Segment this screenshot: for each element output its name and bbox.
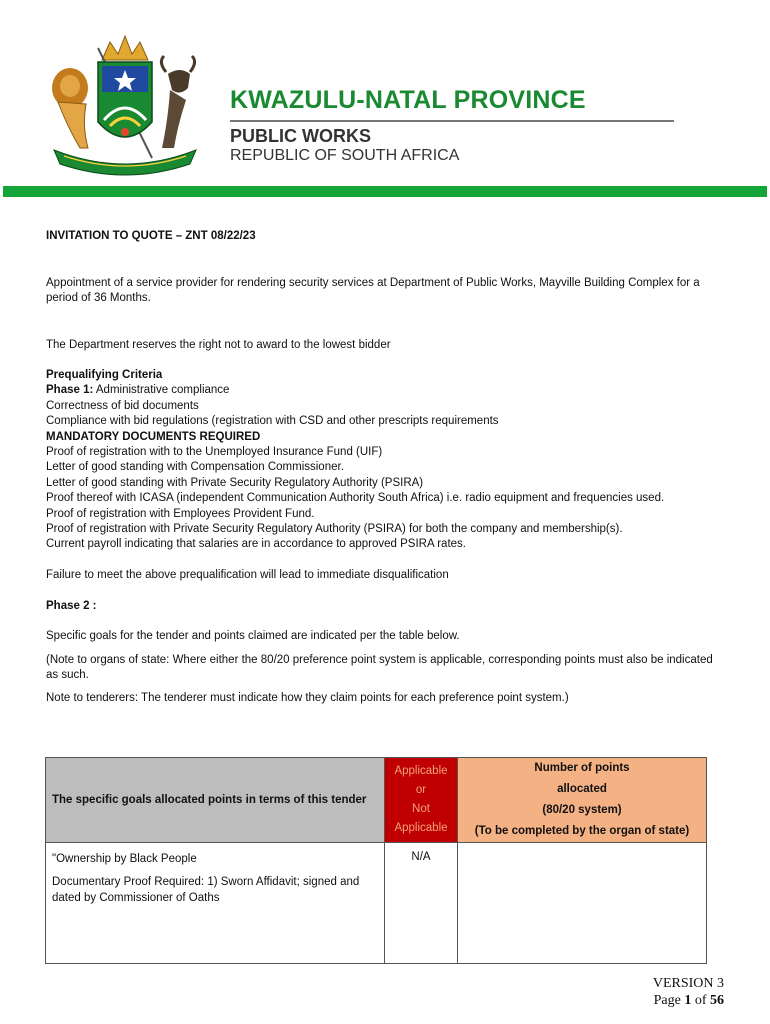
header-applicable-line: Applicable [394,822,448,834]
header-points-line: (80/20 system) [542,804,622,816]
document-heading: INVITATION TO QUOTE – ZNT 08/22/23 [46,230,256,242]
failure-statement: Failure to meet the above prequalification will lead to immediate disqualification [46,569,449,581]
country-name: REPUBLIC OF SOUTH AFRICA [230,147,460,164]
header-applicable-line: Not [412,803,430,815]
table-header-row [46,758,707,843]
coat-of-arms-logo [40,30,210,180]
province-title: KWAZULU-NATAL PROVINCE [230,86,586,114]
specific-goals-text: Specific goals for the tender and points claimed are indicated per the table below. [46,630,460,642]
mandatory-item: Proof of registration with to the Unemployed Insurance Fund (UIF) [46,446,383,458]
header-points-line: Number of points [534,762,630,774]
phase2-heading: Phase 2 : [46,600,97,612]
page-footer [653,975,724,1009]
header-applicable-line: Applicable [394,765,448,777]
header-green-band [3,186,767,197]
p1-item: Correctness of bid documents [46,400,199,412]
title-divider [230,120,674,122]
page-total: 56 [710,993,724,1008]
header-points-line: (To be completed by the organ of state) [474,825,690,837]
page-prefix: Page [653,993,685,1008]
note-tenderers: Note to tenderers: The tenderer must indicate how they claim points for each preference point system.) [46,692,569,704]
page-number [653,992,724,1009]
goal-proof: Documentary Proof Required: 1) Sworn Affidavit; signed and dated by Commissioner of Oaths [52,876,360,904]
header-number-of-points [458,758,707,843]
specific-goals-table [45,757,707,964]
goal-title: "Ownership by Black People [52,853,197,865]
prequal-heading: Prequalifying Criteria [46,369,163,381]
phase1-line [46,383,229,398]
mandatory-item: Current payroll indicating that salaries are in accordance to approved PSIRA rates. [46,538,466,550]
page-of: of [691,993,710,1008]
header-applicable-line: or [415,784,427,796]
mandatory-item: Proof of registration with Private Security Regulatory Authority (PSIRA) for both the company and membership(s). [46,523,623,535]
phase1-text: Administrative compliance [93,384,230,396]
mandatory-item: Proof of registration with Employees Provident Fund. [46,508,315,520]
reserve-statement: The Department reserves the right not to award to the lowest bidder [46,339,391,351]
table-row [46,843,707,964]
page-current: 1 [684,993,692,1008]
mandatory-item: Proof thereof with ICASA (independent Communication Authority South Africa) i.e. radio equipment and frequencies used. [46,492,665,504]
mandatory-heading: MANDATORY DOCUMENTS REQUIRED [46,431,261,443]
phase1-label: Phase 1: [46,384,94,396]
mandatory-item: Letter of good standing with Compensation Commissioner. [46,461,344,473]
note-organs: (Note to organs of state: Where either the 80/20 preference point system is applicable, corresponding points must also be indicated as such. [46,654,713,681]
p1-item: Compliance with bid regulations (registration with CSD and other prescripts requirements [46,415,499,427]
applicable-cell: N/A [385,843,458,964]
department-name: PUBLIC WORKS [230,126,371,146]
header-points-line: allocated [557,783,607,795]
goal-cell [46,843,385,964]
points-cell[interactable] [458,843,707,964]
intro-paragraph: Appointment of a service provider for rendering security services at Department of Public Works, Mayville Building Complex for a period of 36 Months. [46,277,700,304]
header-specific-goals: The specific goals allocated points in terms of this tender [46,758,385,843]
mandatory-item: Letter of good standing with Private Security Regulatory Authority (PSIRA) [46,477,424,489]
version-label: VERSION 3 [652,976,724,991]
header-applicable [385,758,458,843]
